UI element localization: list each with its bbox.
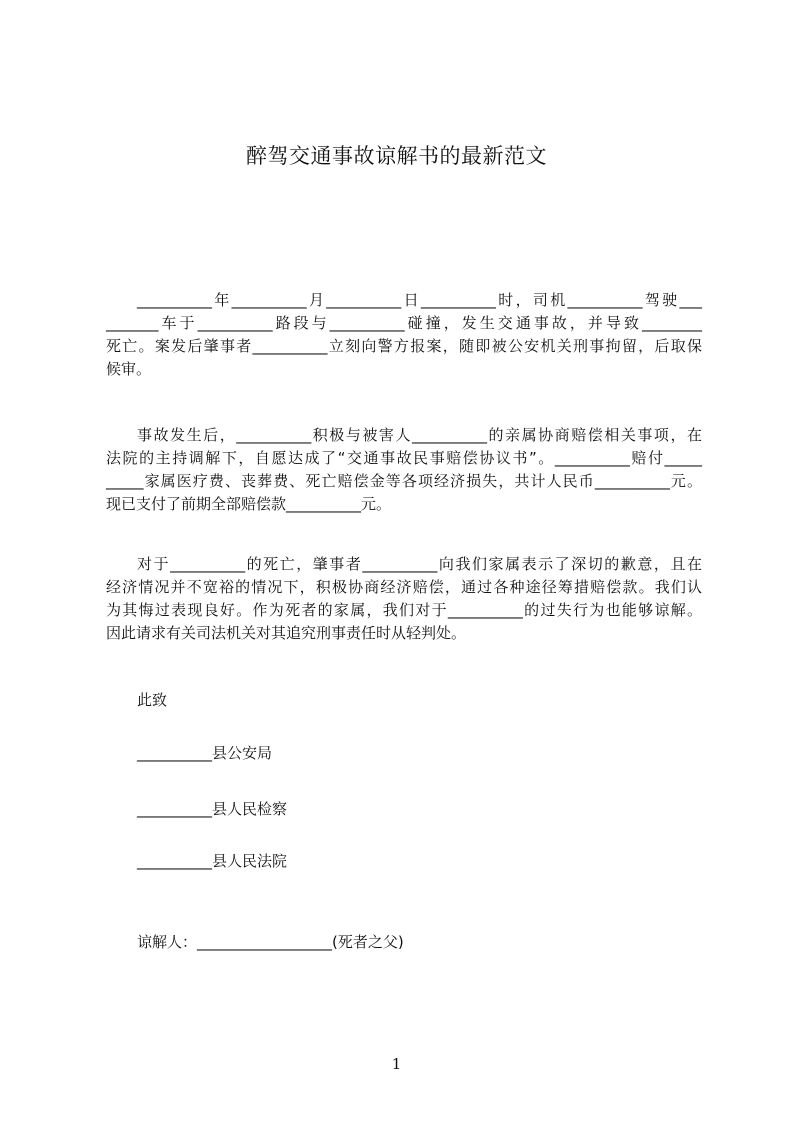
paragraph-accident-facts — [106, 289, 702, 381]
page-number: 1 — [391, 1055, 402, 1073]
text-line: __________年__________月__________日__________时，司机__________驾驶___ — [137, 291, 702, 309]
text-line: 事故发生后，__________积极与被害人__________的亲属协商赔偿相关事项，在 — [137, 426, 702, 444]
text-line: 候审。 — [106, 360, 152, 378]
signature-line: 谅解人：__________________(死者之父) — [137, 933, 404, 951]
text-line: 法院的主持调解下，自愿达成了“交通事故民事赔偿协议书”。__________赔付_____ — [106, 449, 702, 467]
recipient-police: __________县公安局 — [137, 744, 273, 762]
document-title: 醉驾交通事故谅解书的最新范文 — [246, 144, 547, 168]
text-line: 为其悔过表现良好。作为死者的家属，我们对于__________的过失行为也能够谅解。 — [106, 601, 702, 619]
salutation: 此致 — [137, 691, 168, 709]
text-line: 对于__________的死亡，肇事者__________向我们家属表示了深切的歉意，且在 — [137, 555, 702, 573]
text-line: 现已支付了前期全部赔偿款__________元。 — [106, 495, 392, 513]
recipient-court: __________县人民法院 — [137, 852, 288, 870]
text-line: 死亡。案发后肇事者__________立刻向警方报案，随即被公安机关刑事拘留，后取保 — [106, 337, 702, 355]
recipient-procuratorate: __________县人民检察 — [137, 800, 288, 818]
text-line: 因此请求有关司法机关对其追究刑事责任时从轻判处。 — [106, 624, 467, 642]
text-line: _______车于__________路段与__________碰撞，发生交通事故，并导致________ — [106, 314, 702, 332]
text-line: _____家属医疗费、丧葬费、死亡赔偿金等各项经济损失，共计人民币__________元。 — [106, 472, 702, 490]
paragraph-compensation — [106, 424, 702, 516]
text-line: 经济情况并不宽裕的情况下，积极协商经济赔偿，通过各种途径筹措赔偿款。我们认 — [106, 578, 702, 596]
paragraph-forgiveness — [106, 553, 702, 645]
